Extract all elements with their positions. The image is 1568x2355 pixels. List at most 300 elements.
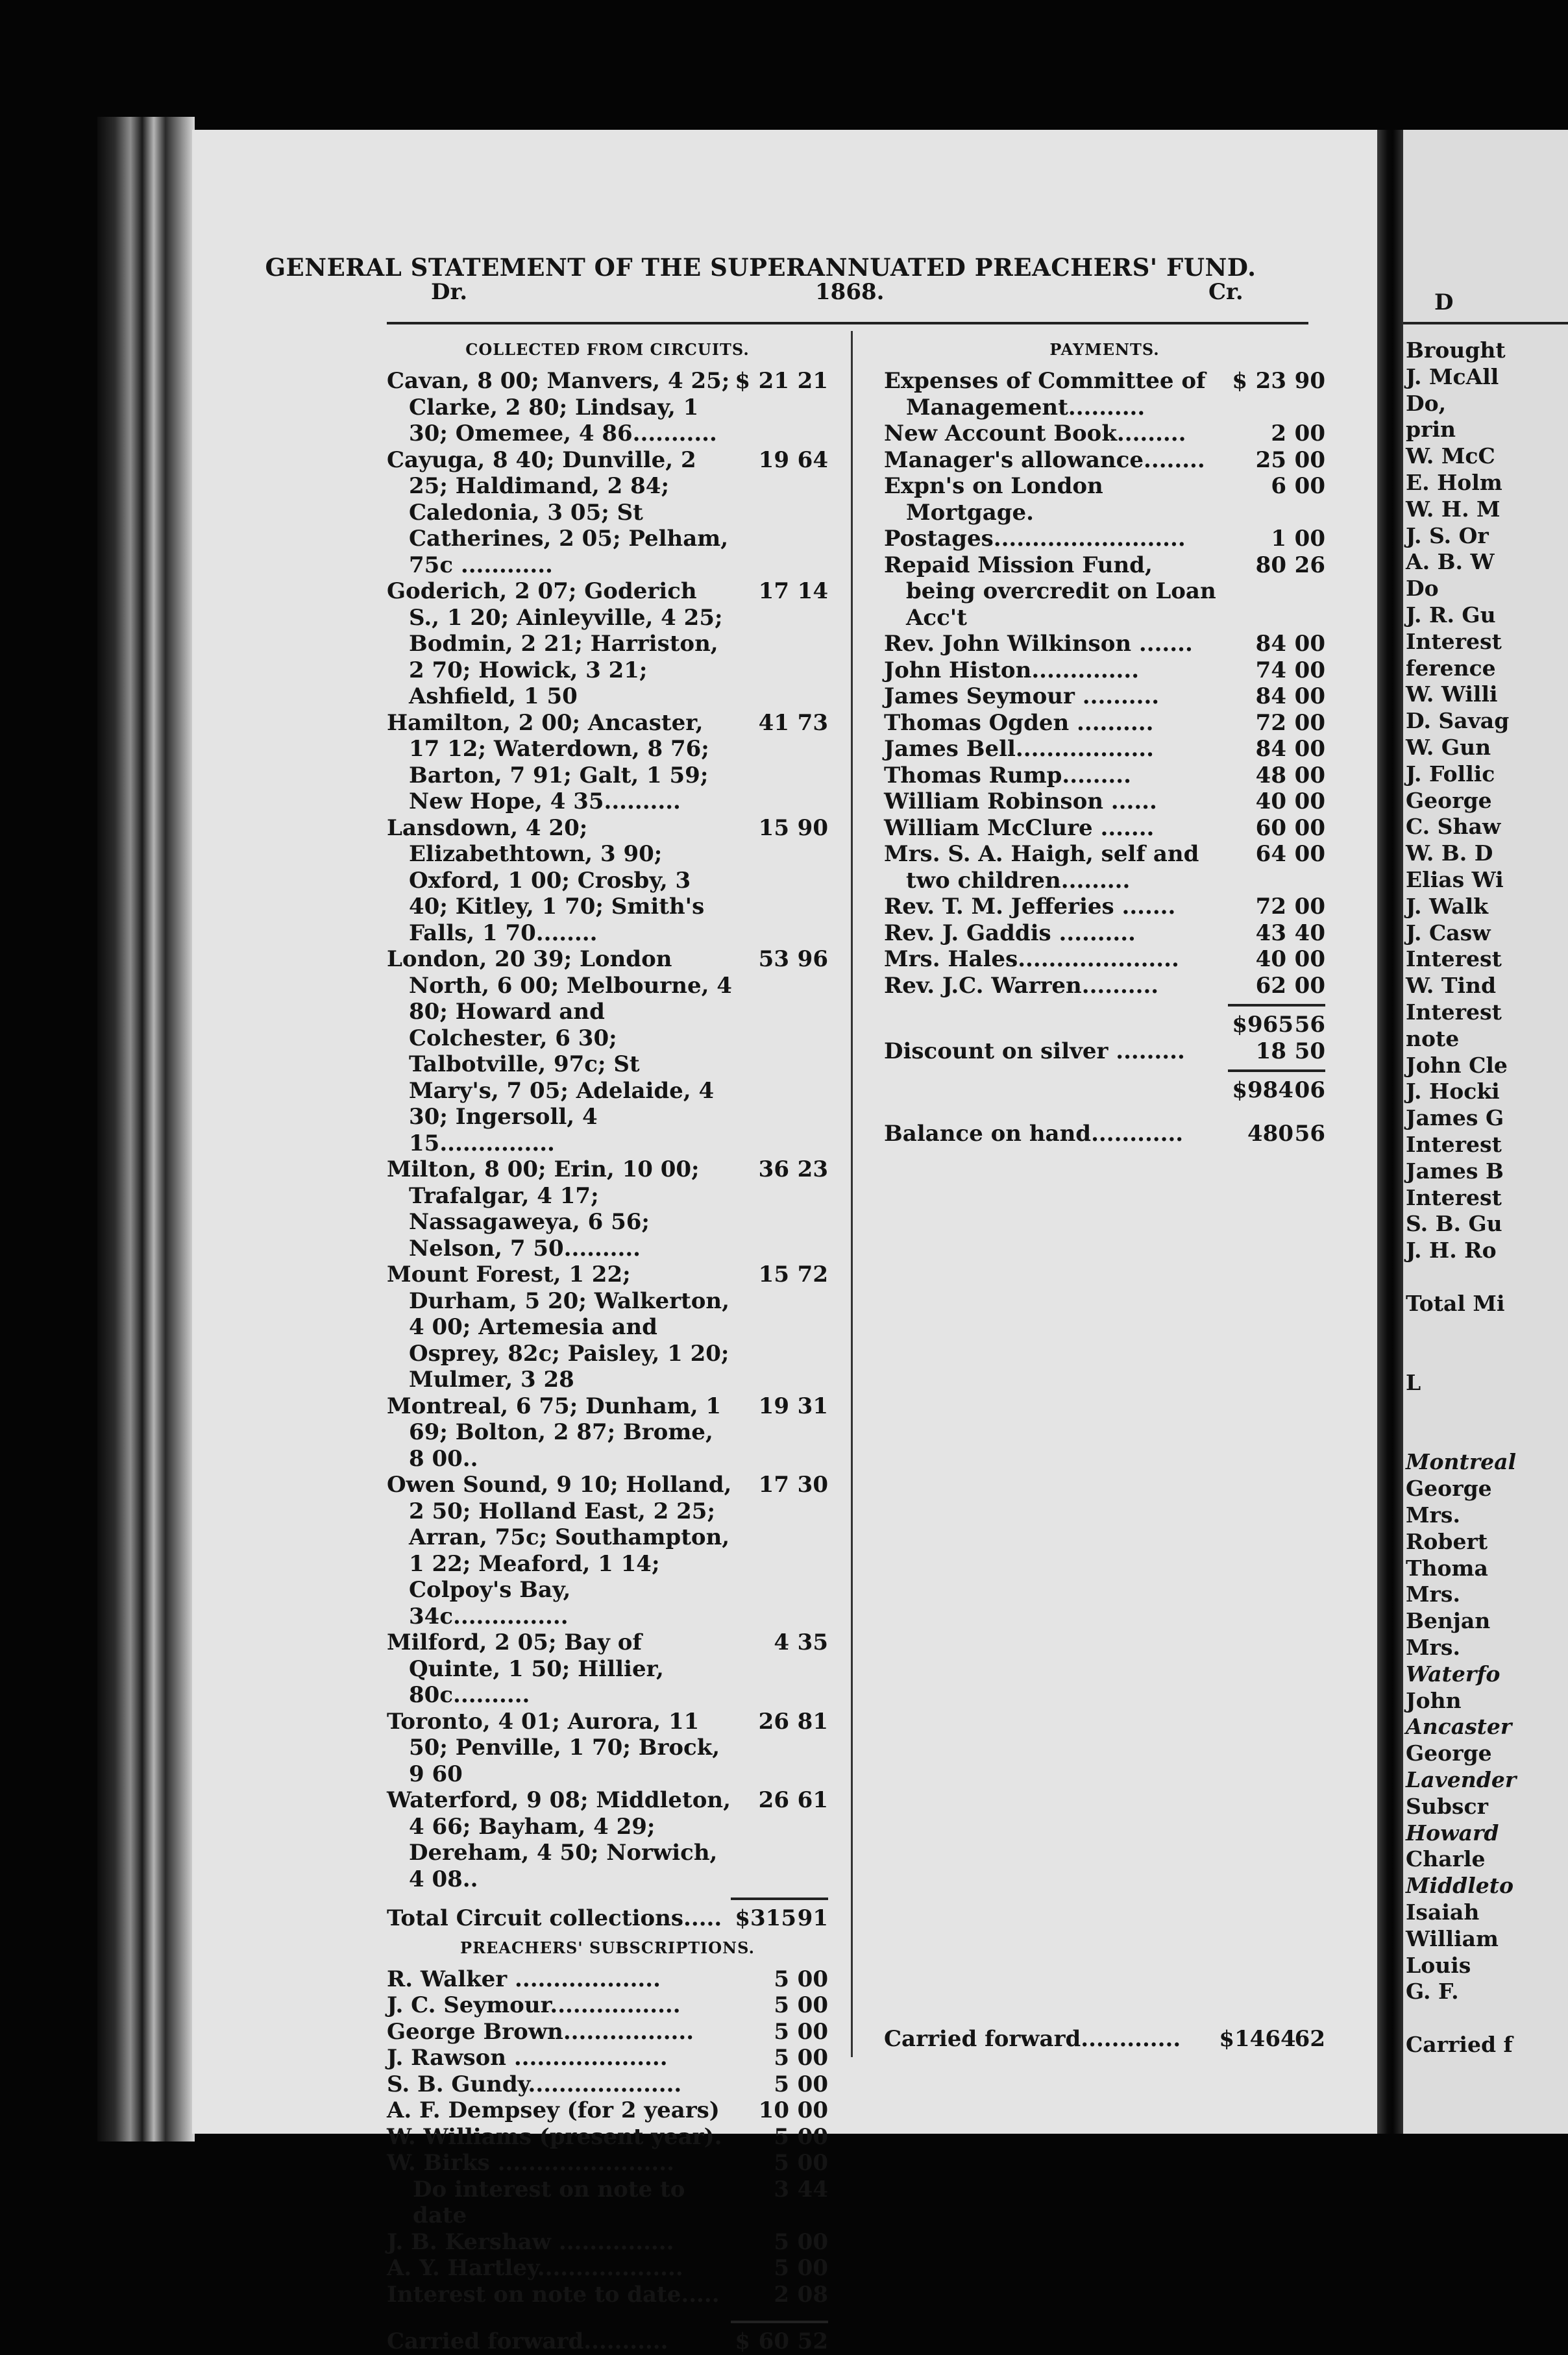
payment-dollar-sign	[1229, 788, 1247, 815]
payment-cents: 00	[1294, 709, 1325, 736]
next-page-line: Do,	[1406, 390, 1447, 416]
payment-dollar-sign	[1229, 552, 1247, 631]
next-page-line: Ancaster	[1406, 1714, 1512, 1740]
next-page-line: Robert	[1406, 1528, 1488, 1554]
payment-label: Repaid Mission Fund, being overcredit on Loan Acc't	[884, 552, 1216, 631]
payment-cents: 26	[1294, 552, 1325, 578]
right-carried-label: Carried forward.............	[884, 2026, 1181, 2052]
next-page-line: George	[1406, 1740, 1492, 1766]
circuit-cents: 81	[797, 1708, 828, 1735]
subscription-label: George Brown.................	[387, 2018, 694, 2045]
subscription-row	[387, 2124, 828, 2151]
payment-dollars: 60	[1255, 814, 1286, 841]
payment-label: New Account Book.........	[884, 421, 1186, 446]
circuit-row	[387, 710, 828, 815]
subscription-dollars: 2	[774, 2281, 789, 2308]
next-page-line: George	[1406, 787, 1492, 813]
circuit-label: Lansdown, 4 20; Elizabethtown, 3 90; Oxford, 1 00; Crosby, 3 40; Kitley, 1 70; Smith's Falls, 1 70........	[387, 814, 705, 946]
payment-row	[884, 526, 1325, 552]
payment-dollar-sign	[1229, 710, 1247, 737]
payment-cents: 00	[1294, 657, 1325, 683]
subscription-dollar-sign	[732, 1966, 750, 1993]
circuits-caption: COLLECTED FROM CIRCUITS.	[465, 340, 750, 359]
carried-rule	[731, 2321, 828, 2323]
payment-row	[884, 631, 1325, 657]
next-page-line: C. Shaw	[1406, 814, 1501, 840]
subscription-row	[387, 2177, 828, 2229]
subscription-dollars: 5	[774, 1966, 789, 1992]
circuit-row	[387, 1709, 828, 1788]
circuit-dollars: 41	[758, 709, 789, 736]
circuit-label: Montreal, 6 75; Dunham, 1 69; Bolton, 2 87; Brome, 8 00..	[387, 1393, 722, 1472]
next-page-line: Louis	[1406, 1952, 1471, 1978]
payment-row	[884, 473, 1325, 526]
next-page-line: J. Casw	[1406, 920, 1491, 946]
payment-dollar-sign	[1229, 815, 1247, 842]
payment-row	[884, 710, 1325, 737]
payment-dollars: 40	[1255, 946, 1286, 972]
payment-dollar-sign	[1229, 736, 1247, 763]
payment-dollar-sign	[1229, 763, 1247, 789]
payment-cents: 00	[1294, 736, 1325, 762]
payment-cents: 00	[1294, 683, 1325, 709]
circuit-label: Milton, 8 00; Erin, 10 00; Trafalgar, 4 17; Nassagaweya, 6 56; Nelson, 7 50..........	[387, 1156, 700, 1262]
subscription-dollars: 5	[774, 2228, 789, 2255]
subscription-label: S. B. Gundy....................	[387, 2071, 682, 2097]
next-page-line: E. Holm	[1406, 469, 1502, 495]
circuit-row	[387, 1629, 828, 1709]
payment-label: Mrs. Hales.....................	[884, 946, 1179, 972]
next-page-line	[1406, 1317, 1568, 1343]
payment-cents: 00	[1294, 788, 1325, 814]
subtotal2-dollars: 984	[1247, 1077, 1293, 1103]
next-page-line: William	[1406, 1925, 1499, 1951]
right-carried-row	[884, 2026, 1325, 2053]
subscription-row	[387, 2071, 828, 2098]
circuit-dollars: 53	[758, 946, 789, 972]
payment-dollars: 72	[1255, 709, 1286, 736]
payment-dollar-sign	[1229, 526, 1247, 552]
page-gutter	[1377, 130, 1403, 2134]
subscription-cents: 00	[797, 2097, 828, 2123]
circuit-cents: 31	[797, 1393, 828, 1419]
next-page-line: D. Savag	[1406, 708, 1510, 734]
circuit-dollars: 26	[758, 1708, 789, 1735]
next-page-line: W. B. D	[1406, 840, 1493, 866]
subtotal2-cents: 06	[1294, 1077, 1325, 1103]
next-page-line: James B	[1406, 1158, 1504, 1184]
circuit-total-dollar: $	[735, 1905, 750, 1931]
payment-row	[884, 815, 1325, 842]
payment-cents: 00	[1294, 814, 1325, 841]
circuit-label: Waterford, 9 08; Middleton, 4 66; Bayham, 4 29; Dereham, 4 50; Norwich, 4 08..	[387, 1787, 731, 1892]
payment-dollars: 62	[1255, 972, 1286, 999]
credit-column	[884, 337, 1325, 1147]
circuit-total-dollars: 315	[750, 1905, 796, 1931]
payment-cents: 00	[1294, 841, 1325, 867]
subtotal-row	[884, 1012, 1325, 1038]
subscription-row	[387, 2255, 828, 2282]
payment-cents: 00	[1294, 421, 1325, 446]
payment-cents: 00	[1294, 631, 1325, 657]
circuit-dollar-sign	[732, 1709, 750, 1788]
next-page-line: Elias Wi	[1406, 866, 1504, 892]
next-page-line: Isaiah	[1406, 1899, 1480, 1925]
payment-dollar-sign	[1229, 841, 1247, 894]
subscription-cents: 00	[797, 2255, 828, 2281]
circuit-row	[387, 578, 828, 710]
circuit-cents: 64	[797, 446, 828, 473]
subscription-cents: 00	[797, 1992, 828, 2018]
next-page-line: Thoma	[1406, 1555, 1488, 1581]
subscription-dollar-sign	[732, 2045, 750, 2071]
circuit-dollar-sign	[732, 578, 750, 710]
payment-label: Rev. T. M. Jefferies .......	[884, 894, 1176, 920]
next-page-line: Howard	[1406, 1820, 1499, 1846]
subscription-dollars: 5	[774, 2018, 789, 2045]
circuit-dollars: 17	[758, 578, 789, 604]
column-divider	[851, 331, 853, 2057]
subscription-dollar-sign	[732, 2019, 750, 2045]
payment-cents: 00	[1294, 473, 1325, 499]
payment-cents: 00	[1294, 526, 1325, 552]
next-page-line: Mrs.	[1406, 1502, 1460, 1528]
payment-dollars: 84	[1255, 683, 1286, 709]
next-page-line: Benjan	[1406, 1608, 1491, 1634]
subscriptions-list	[387, 1966, 828, 2308]
next-page-line: Middleto	[1406, 1873, 1513, 1899]
next-page-line: Montreal	[1406, 1449, 1517, 1475]
next-page-line: J. Walk	[1406, 893, 1489, 919]
payment-label: Rev. John Wilkinson .......	[884, 631, 1193, 657]
subscription-row	[387, 1992, 828, 2019]
payments-caption: PAYMENTS.	[1049, 340, 1160, 359]
payment-dollar-sign	[1229, 894, 1247, 920]
next-page-line	[1406, 1343, 1568, 1370]
payment-label: Expenses of Committee of Management..........	[884, 368, 1206, 421]
payment-dollar-sign	[1229, 973, 1247, 999]
circuit-label: Cavan, 8 00; Manvers, 4 25; Clarke, 2 80; Lindsay, 1 30; Omemee, 4 86...........	[387, 368, 730, 446]
next-page-line: John	[1406, 1687, 1462, 1713]
payment-cents: 40	[1294, 920, 1325, 946]
subscription-dollar-sign	[732, 2255, 750, 2282]
next-page-line: prin	[1406, 417, 1456, 443]
subtotal2-dollar: $	[1232, 1077, 1247, 1103]
subtotal2-rule	[1228, 1069, 1325, 1072]
total-rule	[731, 1897, 828, 1900]
next-page-line: Interest	[1406, 1131, 1502, 1157]
subscription-label: J. B. Kershaw ...............	[387, 2228, 674, 2255]
subscription-cents: 00	[797, 2071, 828, 2097]
right-carried-dollar: $	[1219, 2026, 1234, 2052]
payment-row	[884, 368, 1325, 421]
balance-dollars: 480	[1247, 1120, 1293, 1147]
next-page-line: John Cle	[1406, 1052, 1508, 1078]
subscription-row	[387, 2019, 828, 2045]
payment-label: Rev. J. Gaddis ..........	[884, 920, 1136, 946]
book-spine	[97, 117, 195, 2141]
credit-label: Cr.	[1208, 279, 1243, 305]
payment-cents: 00	[1294, 446, 1325, 473]
payment-label: William Robinson ......	[884, 788, 1157, 814]
next-page-line: James G	[1406, 1105, 1504, 1131]
circuit-label: Cayuga, 8 40; Dunville, 2 25; Haldimand, 2 84; Caledonia, 3 05; St Catherines, 2 05; Pelham, 75c ............	[387, 446, 729, 578]
next-page-line: Brought	[1406, 337, 1506, 363]
subscription-label: J. C. Seymour.................	[387, 1992, 681, 2018]
subscription-cents: 00	[797, 2150, 828, 2176]
circuit-row	[387, 946, 828, 1156]
next-page-line: Subscr	[1406, 1793, 1488, 1819]
payment-row	[884, 841, 1325, 894]
next-page-line: J. R. Gu	[1406, 602, 1496, 628]
circuit-dollar-sign	[732, 1472, 750, 1629]
circuit-label: Goderich, 2 07; Goderich S., 1 20; Ainleyville, 4 25; Bodmin, 2 21; Harriston, 2 70; Howick, 3 21; Ashfield, 1 50	[387, 578, 723, 709]
circuit-cents: 90	[797, 814, 828, 841]
circuit-dollar-sign	[732, 1393, 750, 1472]
next-page-line: Total Mi	[1406, 1290, 1505, 1316]
next-page-line	[1406, 1397, 1568, 1423]
next-page-header: D	[1434, 289, 1454, 315]
circuit-row	[387, 1262, 828, 1393]
payment-label: Rev. J.C. Warren..........	[884, 972, 1159, 999]
circuit-row	[387, 1787, 828, 1892]
circuit-dollars: 26	[758, 1787, 789, 1813]
payment-cents: 00	[1294, 972, 1325, 999]
balance-label: Balance on hand............	[884, 1120, 1184, 1147]
next-page-line: Mrs.	[1406, 1635, 1460, 1661]
payment-row	[884, 920, 1325, 947]
payment-row	[884, 894, 1325, 920]
payment-dollars: 43	[1255, 920, 1286, 946]
circuit-dollars: 19	[758, 446, 789, 473]
next-page-line: J. H. Ro	[1406, 1238, 1497, 1263]
header-rule	[387, 322, 1308, 324]
circuit-cents: 23	[797, 1156, 828, 1182]
subscription-dollar-sign	[732, 2124, 750, 2151]
circuit-cents: 30	[797, 1472, 828, 1498]
statement-title: GENERAL STATEMENT OF THE SUPERANNUATED PREACHERS' FUND.	[265, 253, 1256, 282]
payment-dollars: 84	[1255, 631, 1286, 657]
payment-row	[884, 736, 1325, 763]
balance-row	[884, 1121, 1325, 1147]
subscription-dollar-sign	[732, 2229, 750, 2256]
subscription-label: A. F. Dempsey (for 2 years)	[387, 2097, 720, 2123]
circuit-dollar-sign	[732, 447, 750, 579]
payment-dollars: 25	[1255, 446, 1286, 473]
next-page-column	[1406, 337, 1568, 2058]
circuit-dollar-sign	[732, 1787, 750, 1892]
next-page-line: ference	[1406, 655, 1496, 681]
subscription-label: Do interest on note to date	[413, 2176, 685, 2228]
payment-dollars: 74	[1255, 657, 1286, 683]
circuit-total-cents: 91	[797, 1905, 828, 1931]
subscription-dollars: 5	[774, 1992, 789, 2018]
next-page-line: W. Willi	[1406, 681, 1498, 707]
subscription-dollar-sign	[732, 1992, 750, 2019]
next-page-line: Interest	[1406, 1184, 1502, 1210]
payment-row	[884, 552, 1325, 631]
circuit-label: London, 20 39; London North, 6 00; Melbourne, 4 80; Howard and Colchester, 6 30; Talbotville, 97c; St Mary's, 7 05; Adelaide, 4 30; Ingersoll, 4 15...............	[387, 946, 732, 1156]
discount-label: Discount on silver .........	[884, 1038, 1185, 1064]
payment-dollar-sign	[1229, 920, 1247, 947]
payment-dollar-sign	[1229, 631, 1247, 657]
circuit-cents: 61	[797, 1787, 828, 1813]
circuit-row	[387, 368, 828, 447]
next-page-line: J. Follic	[1406, 761, 1495, 787]
next-page-line: Lavender	[1406, 1767, 1517, 1793]
next-page-line: Waterfo	[1406, 1661, 1501, 1687]
next-page-line: note	[1406, 1025, 1460, 1051]
next-page-line: George	[1406, 1476, 1492, 1502]
payment-label: Manager's allowance........	[884, 446, 1205, 473]
subscription-row	[387, 2097, 828, 2124]
circuit-dollar-sign	[732, 1156, 750, 1262]
next-page-line: W. Tind	[1406, 973, 1497, 999]
next-page-line: Interest	[1406, 628, 1502, 654]
circuit-label: Hamilton, 2 00; Ancaster, 17 12; Waterdown, 8 76; Barton, 7 91; Galt, 1 59; New Hope, 4 35..........	[387, 709, 709, 814]
circuit-cents: 14	[797, 578, 828, 604]
payment-label: James Bell..................	[884, 736, 1154, 762]
next-page-line: G. F.	[1406, 1979, 1459, 2005]
next-page-line: W. Gun	[1406, 734, 1491, 760]
subscription-row	[387, 2229, 828, 2256]
circuit-dollars: 21	[758, 368, 789, 394]
circuit-dollar-sign: $	[735, 368, 750, 394]
subscription-cents: 00	[797, 2123, 828, 2150]
subscription-dollars: 5	[774, 2255, 789, 2281]
circuit-row	[387, 815, 828, 947]
payment-label: William McClure .......	[884, 814, 1155, 841]
payment-cents: 00	[1294, 762, 1325, 788]
subscription-cents: 00	[797, 2018, 828, 2045]
circuit-cents: 21	[797, 368, 828, 394]
subtotal2-row	[884, 1077, 1325, 1104]
payment-dollars: 2	[1271, 421, 1286, 446]
payment-row	[884, 946, 1325, 973]
left-carried-cents: 52	[797, 2328, 828, 2354]
discount-row	[884, 1038, 1325, 1065]
next-page-line: Carried f	[1406, 2032, 1513, 2057]
circuit-total-label: Total Circuit collections.....	[387, 1905, 722, 1931]
next-page-line: Interest	[1406, 946, 1502, 972]
payment-label: Postages.........................	[884, 526, 1186, 552]
payment-label: James Seymour ..........	[884, 683, 1160, 709]
next-page-line	[1406, 1264, 1568, 1291]
payment-cents: 00	[1294, 946, 1325, 972]
circuit-dollars: 15	[758, 814, 789, 841]
circuit-dollars: 19	[758, 1393, 789, 1419]
circuit-dollars: 15	[758, 1262, 789, 1287]
payment-dollars: 72	[1255, 894, 1286, 920]
circuit-cents: 35	[797, 1629, 828, 1655]
payment-label: Mrs. S. A. Haigh, self and two children.........	[884, 841, 1199, 894]
left-carried-label: Carried forward...........	[387, 2328, 668, 2354]
subscription-label: R. Walker ...................	[387, 1966, 661, 1992]
payment-dollar-sign	[1229, 683, 1247, 710]
payment-row	[884, 763, 1325, 789]
payment-label: Expn's on London Mortgage.	[884, 473, 1103, 526]
circuit-dollar-sign	[732, 815, 750, 947]
subtotal-cents: 56	[1294, 1012, 1325, 1038]
right-carried-dollars: 1464	[1234, 2026, 1296, 2052]
subtotal-dollar: $	[1232, 1012, 1247, 1038]
payment-dollars: 84	[1255, 736, 1286, 762]
payment-row	[884, 973, 1325, 999]
left-carried-dollars: 60	[758, 2328, 789, 2354]
debit-label: Dr.	[431, 279, 468, 305]
payment-dollar-sign	[1229, 421, 1247, 447]
subscription-row	[387, 2045, 828, 2071]
subscription-dollars: 5	[774, 2071, 789, 2097]
left-carried-dollar: $	[735, 2328, 750, 2354]
circuit-dollars: 17	[758, 1472, 789, 1498]
circuit-row	[387, 447, 828, 579]
subscription-dollars: 10	[758, 2097, 789, 2123]
payment-dollars: 80	[1255, 552, 1286, 578]
payment-label: John Histon..............	[884, 657, 1140, 683]
next-page-line: S. B. Gu	[1406, 1211, 1502, 1237]
subscriptions-caption: PREACHERS' SUBSCRIPTIONS.	[460, 1938, 755, 1957]
circuit-row	[387, 1393, 828, 1472]
right-carried-cents: 62	[1294, 2026, 1325, 2052]
payment-dollar-sign	[1229, 946, 1247, 973]
subscription-dollar-sign	[732, 2071, 750, 2098]
subscription-cents: 00	[797, 2045, 828, 2071]
next-page-line: W. H. M	[1406, 496, 1501, 522]
payment-dollars: 48	[1255, 762, 1286, 788]
next-page-line: A. B. W	[1406, 549, 1495, 575]
circuit-cents: 72	[797, 1262, 828, 1287]
left-carried-row	[387, 2328, 828, 2355]
next-page-line: W. McC	[1406, 443, 1495, 469]
payment-dollars: 23	[1255, 368, 1286, 394]
payment-cents: 90	[1294, 368, 1325, 394]
payment-row	[884, 788, 1325, 815]
subscription-dollars: 5	[774, 2150, 789, 2176]
subscription-label: W. Williams (present year).	[387, 2123, 722, 2150]
payment-row	[884, 447, 1325, 474]
subscription-dollars: 5	[774, 2123, 789, 2150]
payment-dollar-sign	[1229, 657, 1247, 684]
next-page-line: Interest	[1406, 999, 1502, 1025]
next-page-rule	[1403, 322, 1568, 324]
debit-column	[387, 337, 828, 2355]
payment-dollars: 6	[1271, 473, 1286, 499]
circuit-dollar-sign	[732, 946, 750, 1156]
subscription-cents: 44	[797, 2176, 828, 2202]
next-page-line: Mrs.	[1406, 1581, 1460, 1607]
subscription-dollar-sign	[732, 2282, 750, 2308]
next-page-line: J. Hocki	[1406, 1079, 1500, 1104]
subscription-label: A. Y. Hartley...................	[387, 2255, 683, 2281]
subtotal-rule	[1228, 1004, 1325, 1007]
circuit-dollar-sign	[732, 1629, 750, 1709]
payment-dollars: 1	[1271, 526, 1286, 552]
subscription-row	[387, 2282, 828, 2308]
next-page-line: J. McAll	[1406, 363, 1499, 389]
circuit-label: Owen Sound, 9 10; Holland, 2 50; Holland East, 2 25; Arran, 75c; Southampton, 1 22; Meaford, 1 14; Colpoy's Bay, 34c...............	[387, 1472, 732, 1629]
subscription-label: Interest on note to date.....	[387, 2281, 720, 2308]
next-page-line: L	[1406, 1370, 1421, 1396]
discount-dollars: 18	[1255, 1038, 1286, 1064]
subscription-row	[387, 1966, 828, 1993]
payments-list	[884, 368, 1325, 999]
payment-cents: 00	[1294, 894, 1325, 920]
year-label: 1868.	[815, 279, 885, 305]
subscription-cents: 00	[797, 1966, 828, 1992]
circuit-cents: 96	[797, 946, 828, 972]
subscription-cents: 00	[797, 2228, 828, 2255]
